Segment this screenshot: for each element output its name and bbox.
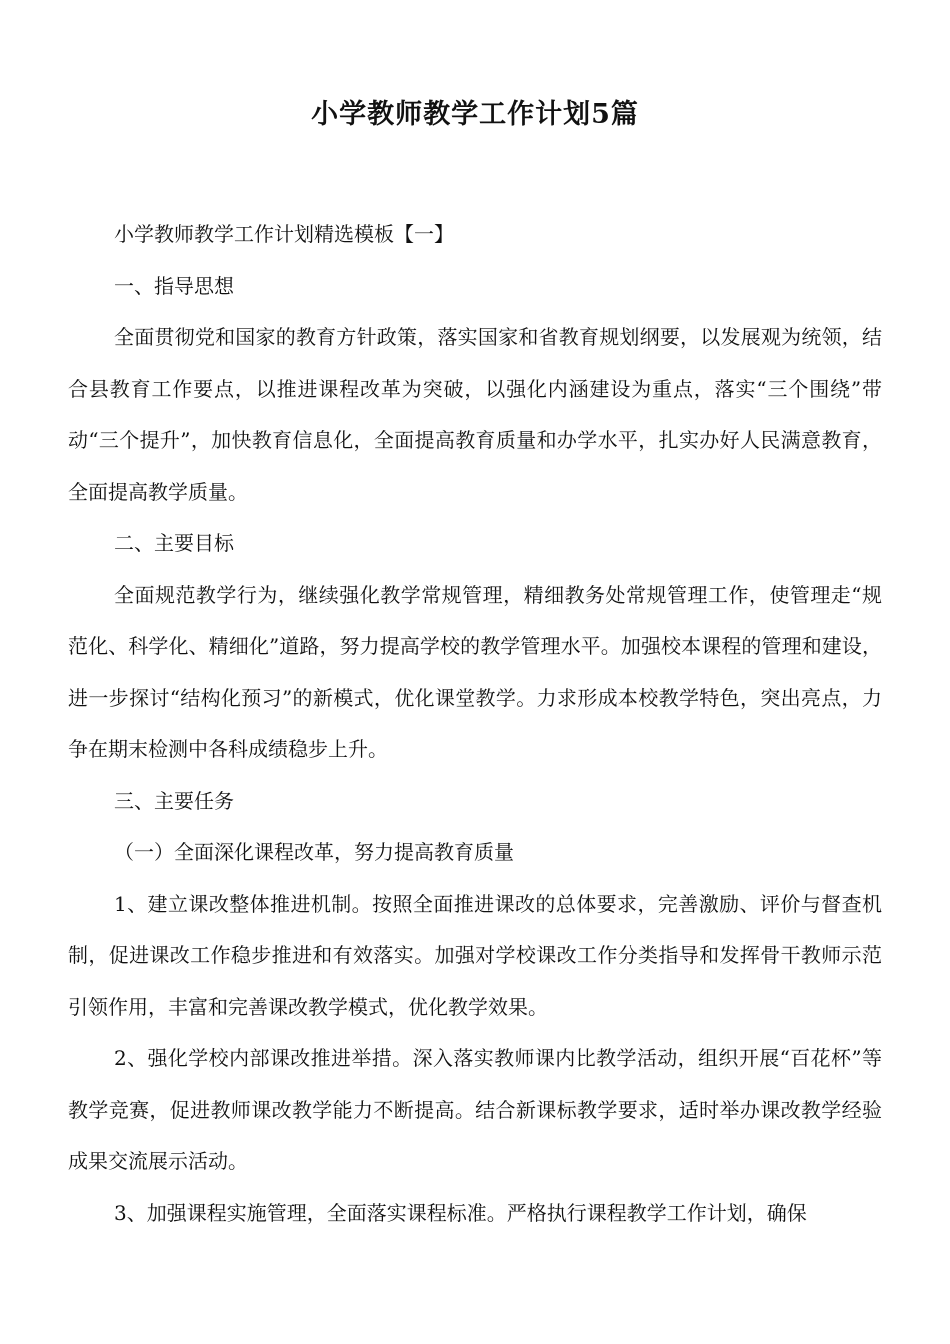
paragraph-task-1: 1、建立课改整体推进机制。按照全面推进课改的总体要求，完善激励、评价与督查机制，促进课改工作稳步推进和有效落实。加强对学校课改工作分类指导和发挥骨干教师示范引领作用，丰富和完善课改教学模式，优化教学效果。 [68,891,882,1019]
heading-main-tasks: 三、主要任务 [114,788,234,813]
document-title: 小学教师教学工作计划5篇 [311,99,639,130]
paragraph-main-goals: 全面规范教学行为，继续强化教学常规管理，精细教务处常规管理工作，使管理走“规范化、科学化、精细化”道路，努力提高学校的教学管理水平。加强校本课程的管理和建设，进一步探讨“结构化预习”的新模式，优化课堂教学。力求形成本校教学特色，突出亮点，力争在期末检测中各科成绩稳步上升。 [68,582,882,761]
section-heading-template: 小学教师教学工作计划精选模板【一】 [114,222,454,246]
document-body [68,209,882,1239]
paragraph-task-2: 2、强化学校内部课改推进举措。深入落实教师课内比教学活动，组织开展“百花杯”等教学竞赛，促进教师课改教学能力不断提高。结合新课标教学要求，适时举办课改教学经验成果交流展示活动。 [68,1046,882,1173]
paragraph-guiding-ideology: 全面贯彻党和国家的教育方针政策，落实国家和省教育规划纲要，以发展观为统领，结合县教育工作要点，以推进课程改革为突破，以强化内涵建设为重点，落实“三个围绕”带动“三个提升”，加快教育信息化，全面提高教育质量和办学水平，扎实办好人民满意教育，全面提高教学质量。 [68,325,882,504]
heading-main-goals: 二、主要目标 [114,531,234,555]
subheading-curriculum-reform: （一）全面深化课程改革，努力提高教育质量 [114,840,514,864]
paragraph-task-3: 3、加强课程实施管理，全面落实课程标准。严格执行课程教学工作计划，确保 [114,1200,807,1225]
heading-guiding-ideology: 一、指导思想 [114,273,234,298]
